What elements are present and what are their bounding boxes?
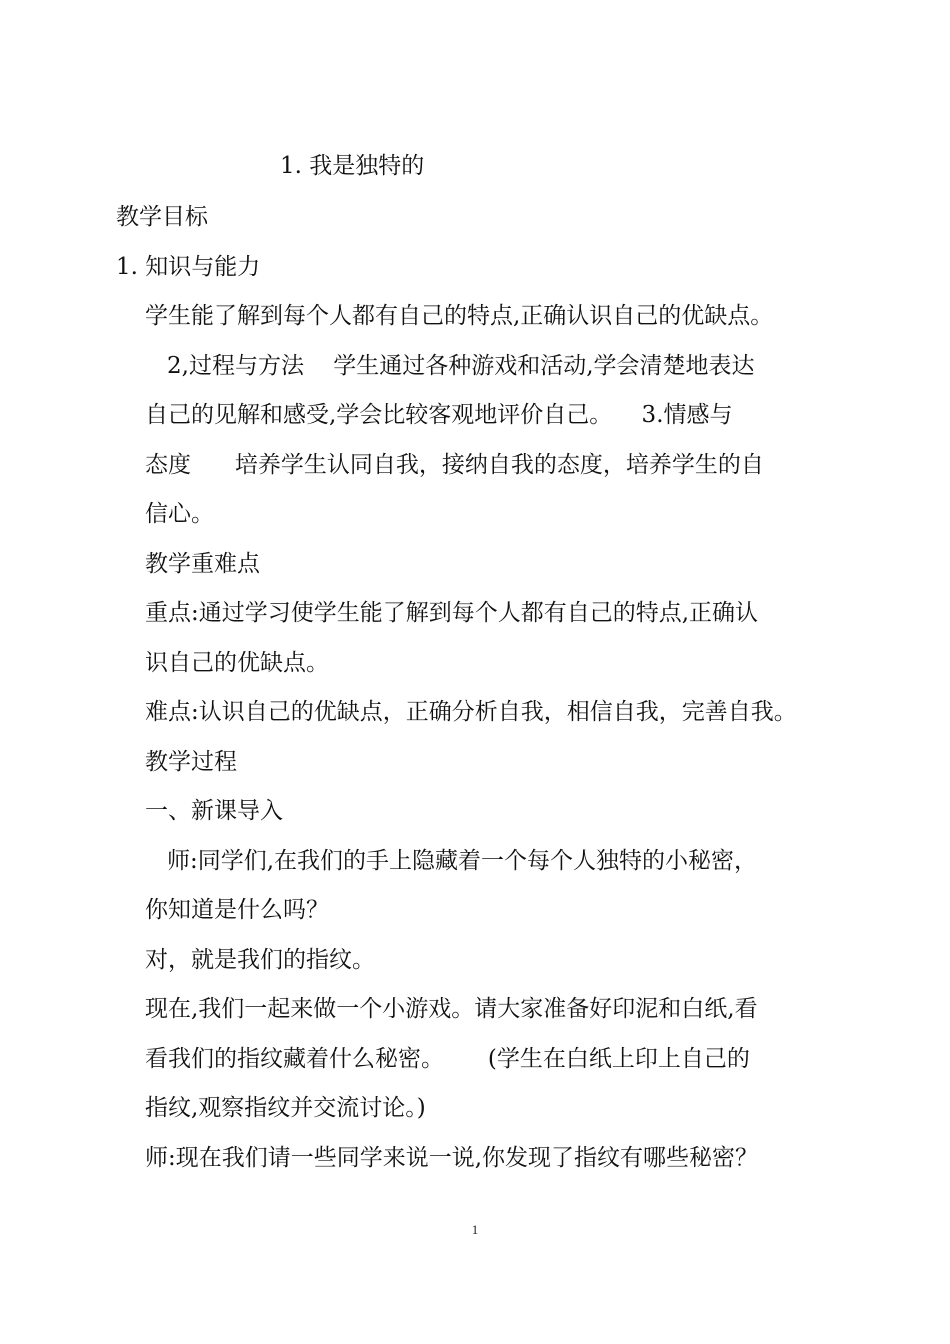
heading-teaching-process: 教学过程 (145, 749, 237, 775)
heading-intro: 一、新课导入 (145, 798, 283, 824)
body-line: 师:现在我们请一些同学来说一说,你发现了指纹有哪些秘密？ (145, 1145, 759, 1171)
body-line: 学生能了解到每个人都有自己的特点,正确认识自己的优缺点。 (145, 303, 774, 329)
body-line: 指纹,观察指纹并交流讨论。) (145, 1095, 426, 1121)
body-line: 现在,我们一起来做一个小游戏。请大家准备好印泥和白纸,看 (145, 996, 758, 1022)
heading-key-points: 教学重难点 (145, 551, 260, 577)
body-line: 看我们的指纹藏着什么秘密。 (学生在白纸上印上自己的 (145, 1046, 750, 1072)
body-line: 对，就是我们的指纹。 (145, 947, 375, 973)
document-title: 1. 我是独特的 (280, 153, 425, 179)
body-line: 自己的见解和感受,学会比较客观地评价自己。 3.情感与 (145, 402, 733, 428)
body-line: 你知道是什么吗？ (145, 897, 329, 923)
body-line: 难点:认识自己的优缺点，正确分析自我，相信自我，完善自我。 (145, 699, 797, 725)
body-line: 识自己的优缺点。 (145, 650, 329, 676)
page-number: 1 (471, 1222, 479, 1237)
body-line: 师:同学们,在我们的手上隐藏着一个每个人独特的小秘密， (167, 848, 758, 874)
body-line: 2,过程与方法 学生通过各种游戏和活动,学会清楚地表达 (167, 353, 755, 379)
goal-knowledge-heading: 1. 知识与能力 (116, 254, 261, 280)
body-line: 态度 培养学生认同自我，接纳自我的态度，培养学生的自 (145, 452, 764, 478)
body-line: 重点:通过学习使学生能了解到每个人都有自己的特点,正确认 (145, 600, 759, 626)
heading-teaching-goals: 教学目标 (116, 204, 208, 230)
body-line: 信心。 (145, 501, 214, 527)
